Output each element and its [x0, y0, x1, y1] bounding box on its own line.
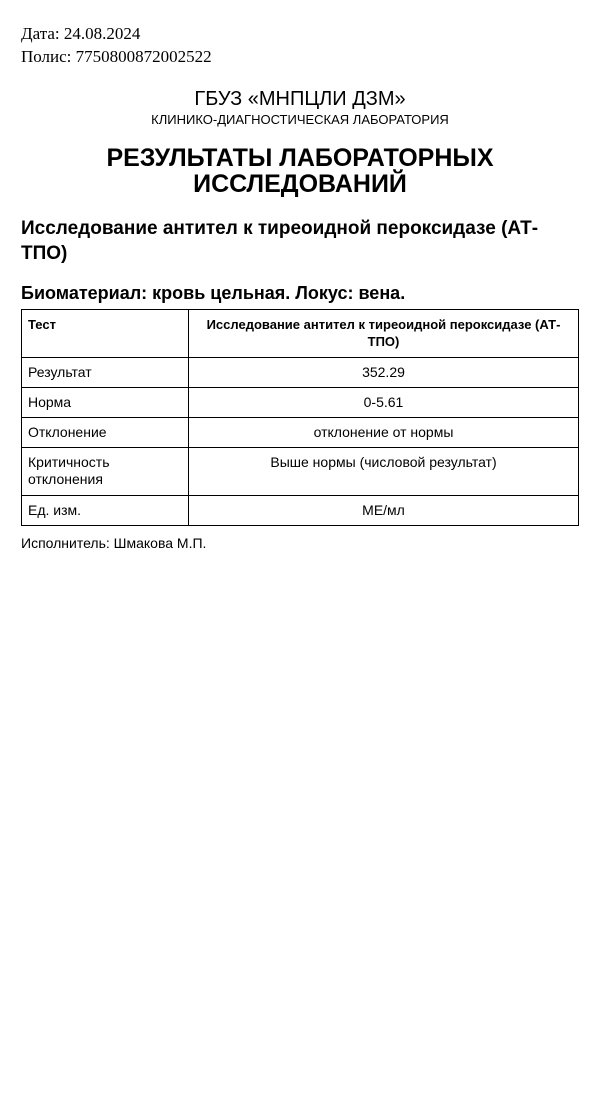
table-header-row — [22, 310, 579, 358]
table-row — [22, 496, 579, 526]
results-table — [21, 309, 579, 526]
row-value: отклонение от нормы — [189, 418, 579, 448]
study-name: Исследование антител к тиреоидной пероксидазе (АТ-ТПО) — [21, 218, 539, 264]
header-label-cell: Тест — [22, 310, 189, 358]
row-value: Выше нормы (числовой результат) — [189, 448, 579, 496]
header-value-cell: Исследование антител к тиреоидной пероксидазе (АТ-ТПО) — [189, 310, 579, 358]
executor-name: Исполнитель: Шмакова М.П. — [21, 535, 207, 551]
biomaterial-info: Биоматериал: кровь цельная. Локус: вена. — [21, 283, 406, 303]
row-label: Ед. изм. — [22, 496, 189, 526]
row-label: Норма — [22, 388, 189, 418]
report-date: Дата: 24.08.2024 — [21, 24, 141, 43]
page-title: РЕЗУЛЬТАТЫ ЛАБОРАТОРНЫХ ИССЛЕДОВАНИЙ — [106, 144, 494, 198]
policy-number: Полис: 7750800872002522 — [21, 47, 212, 66]
row-value: 0-5.61 — [189, 388, 579, 418]
row-label: Критичность отклонения — [22, 448, 189, 496]
document-meta — [21, 22, 212, 68]
laboratory-name: КЛИНИКО-ДИАГНОСТИЧЕСКАЯ ЛАБОРАТОРИЯ — [151, 112, 449, 127]
row-label: Результат — [22, 358, 189, 388]
table-row — [22, 388, 579, 418]
row-value: 352.29 — [189, 358, 579, 388]
table-row — [22, 418, 579, 448]
table-row — [22, 358, 579, 388]
table-row — [22, 448, 579, 496]
row-value: МЕ/мл — [189, 496, 579, 526]
organization-name: ГБУЗ «МНПЦЛИ ДЗМ» — [194, 88, 406, 110]
row-label: Отклонение — [22, 418, 189, 448]
